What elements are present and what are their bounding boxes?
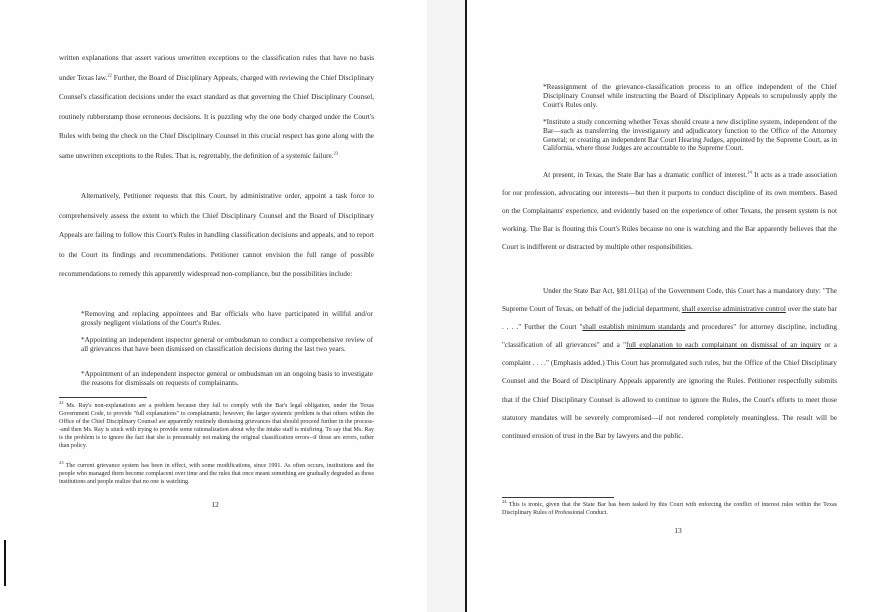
footnote-number: 22 [59, 400, 64, 405]
document-page-13 [465, 0, 890, 612]
footnote-separator [502, 497, 614, 498]
document-page-12 [0, 0, 428, 612]
footnote-ref-22: 22 [107, 72, 112, 78]
page-gutter [427, 0, 465, 612]
underlined-quote: full explanation to each complainant on dismissal of an inquiry [626, 341, 822, 350]
footnote-number: 24 [502, 499, 507, 504]
paragraph-text: and procedures" for attorney discipline, including "classification of all grievances" and a " [502, 323, 837, 350]
bullet-item-3: *Appointment of an independent inspector general or ombudsman on an ongoing basis to investigate the reasons for dismissals on requests of complainants. [81, 370, 373, 387]
footnote-text: Ms. Ray's non-explanations are a problem because they fail to comply with the Bar's legal obligation, under the Texas Government Code, to provide "full explanations" to complainants; however, the larger systemic problem is that others within the Office of the Chief Disciplinary Counsel are apparently routinely dismissing grievances that should proceed further in the process--and then Ms. Ray is stuck with trying to provide some rationalization about why the intake staff is misfiring. To say that Ms. Ray is the problem is to ignore the fact that she is presumably not making the original classification errors--if those are errors, rather than policy. [59, 403, 375, 449]
paragraph-text: It acts as a trade association for our profession, advocating our interests—but then it purports to conduct discipline of its own members. Based on the Complainants' experience, and evidently based on the experience of other Texans, the present system is not working. The Bar is flouting this Court's Rules because no one is watching and the Bar apparently believes that the Court is indifferent or distracted by multiple other responsibilities. [502, 171, 837, 252]
footnote-23 [59, 460, 374, 487]
footnote-number: 23 [59, 460, 64, 465]
bullet-item-5: *Institute a study concerning whether Texas should create a new discipline system, independent of the Bar—such as transferring the investigatory and adjudicatory function to the Office of the Attorney General; or creating an independent Bar Court Hearing Judges, appointed by the Supreme Court, as in California, where those Judges are accountable to the Supreme Court. [543, 118, 837, 153]
footnote-separator [59, 397, 147, 398]
footnote-22 [59, 400, 375, 450]
paragraph-text: or a complaint . . . ." (Emphasis added.) This Court has promulgated such rules, but the Office of the Chief Disciplinary Counsel and the Board of Disciplinary Appeals apparently are ignoring the Rules. Petitioner respectfully submits that if the Chief Disciplinary Counsel is allowed to continue to ignore the Rules, the Court's efforts to meet those statutory mandates will be severely compromised—if not rendered completely meaningless. The result will be continued erosion of trust in the Bar by lawyers and the public. [502, 341, 837, 440]
paragraph-text: over the state bar . . . ." Further the Court " [502, 305, 838, 332]
body-paragraph-3 [502, 166, 837, 256]
paragraph-text: At present, in Texas, the State Bar has a dramatic conflict of interest. [543, 171, 748, 179]
footnote-ref-24: 24 [747, 169, 752, 175]
footnote-text: The current grievance system has been in effect, with some modifications, since 1991. As often occurs, institutions and the people who managed them become complacent over time and the rules that once meant something are gradually degraded as those institutions and people realize that no one is watching. [59, 463, 374, 485]
page-number: 12 [211, 500, 219, 509]
page-number: 13 [674, 526, 682, 535]
body-paragraph-2: Alternatively, Petitioner requests that this Court, by administrative order, appoint a task force to comprehensively assess the extent to which the Chief Disciplinary Counsel and the Board of Disciplinary Appeals are failing to follow this Court's Rules in handling classification decisions and appeals, and to report to the Court its findings and recommendations. Petitioner cannot envision the full range of possible recommendations to remedy this apparently widespread non-compliance, but the possibilities include: [59, 192, 374, 279]
underlined-quote: shall exercise administrative control [681, 305, 786, 314]
bullet-item-2: *Appointing an independent inspector general or ombudsman to conduct a comprehensive review of all grievances that have been dismissed on classification decisions during the last two years. [81, 336, 373, 353]
bullet-item-4: *Reassignment of the grievance-classification process to an office independent of the Chief Disciplinary Counsel while instructing the Board of Disciplinary Appeals to scrupulously apply the Court's Rules only. [543, 83, 837, 109]
scan-edge-line [4, 540, 6, 586]
bullet-item-1: *Removing and replacing appointees and Bar officials who have participated in willful and/or grossly negligent violations of the Court's Rules. [81, 310, 373, 327]
paragraph-text: Under the State Bar Act, §81.011(a) of the Government Code, this Court has a mandatory duty: "The Supreme Court of Texas, on behalf of the judicial department, [502, 287, 837, 314]
paragraph-text: written explanations that assert various unwritten exceptions to the classification rules that have no basis under Texas law. [59, 54, 374, 82]
underlined-quote: shall establish minimum standards [582, 323, 686, 332]
footnote-text: This is ironic, given that the State Bar has been tasked by this Court with enforcing the conflict of interest rules within the Texas Disciplinary Rules of Professional Conduct. [502, 502, 837, 516]
footnote-24 [502, 499, 837, 518]
paragraph-text: Further, the Board of Disciplinary Appeals, charged with reviewing the Chief Disciplinary Counsel's classification decisions under the exact standard as that governing the Chief Disciplinary Counsel, routinely rubberstamp those erroneous decisions. It is puzzling why the one body charged under the Court's Rules with being the check on the Chief Disciplinary Counsel in this crucial respect has gone along with the same unwritten exceptions to the Rules. That is, regrettably, the definition of a systemic failure. [59, 73, 374, 160]
footnote-ref-23: 23 [333, 150, 339, 156]
body-paragraph-1 [59, 49, 374, 167]
body-paragraph-4 [502, 282, 837, 445]
